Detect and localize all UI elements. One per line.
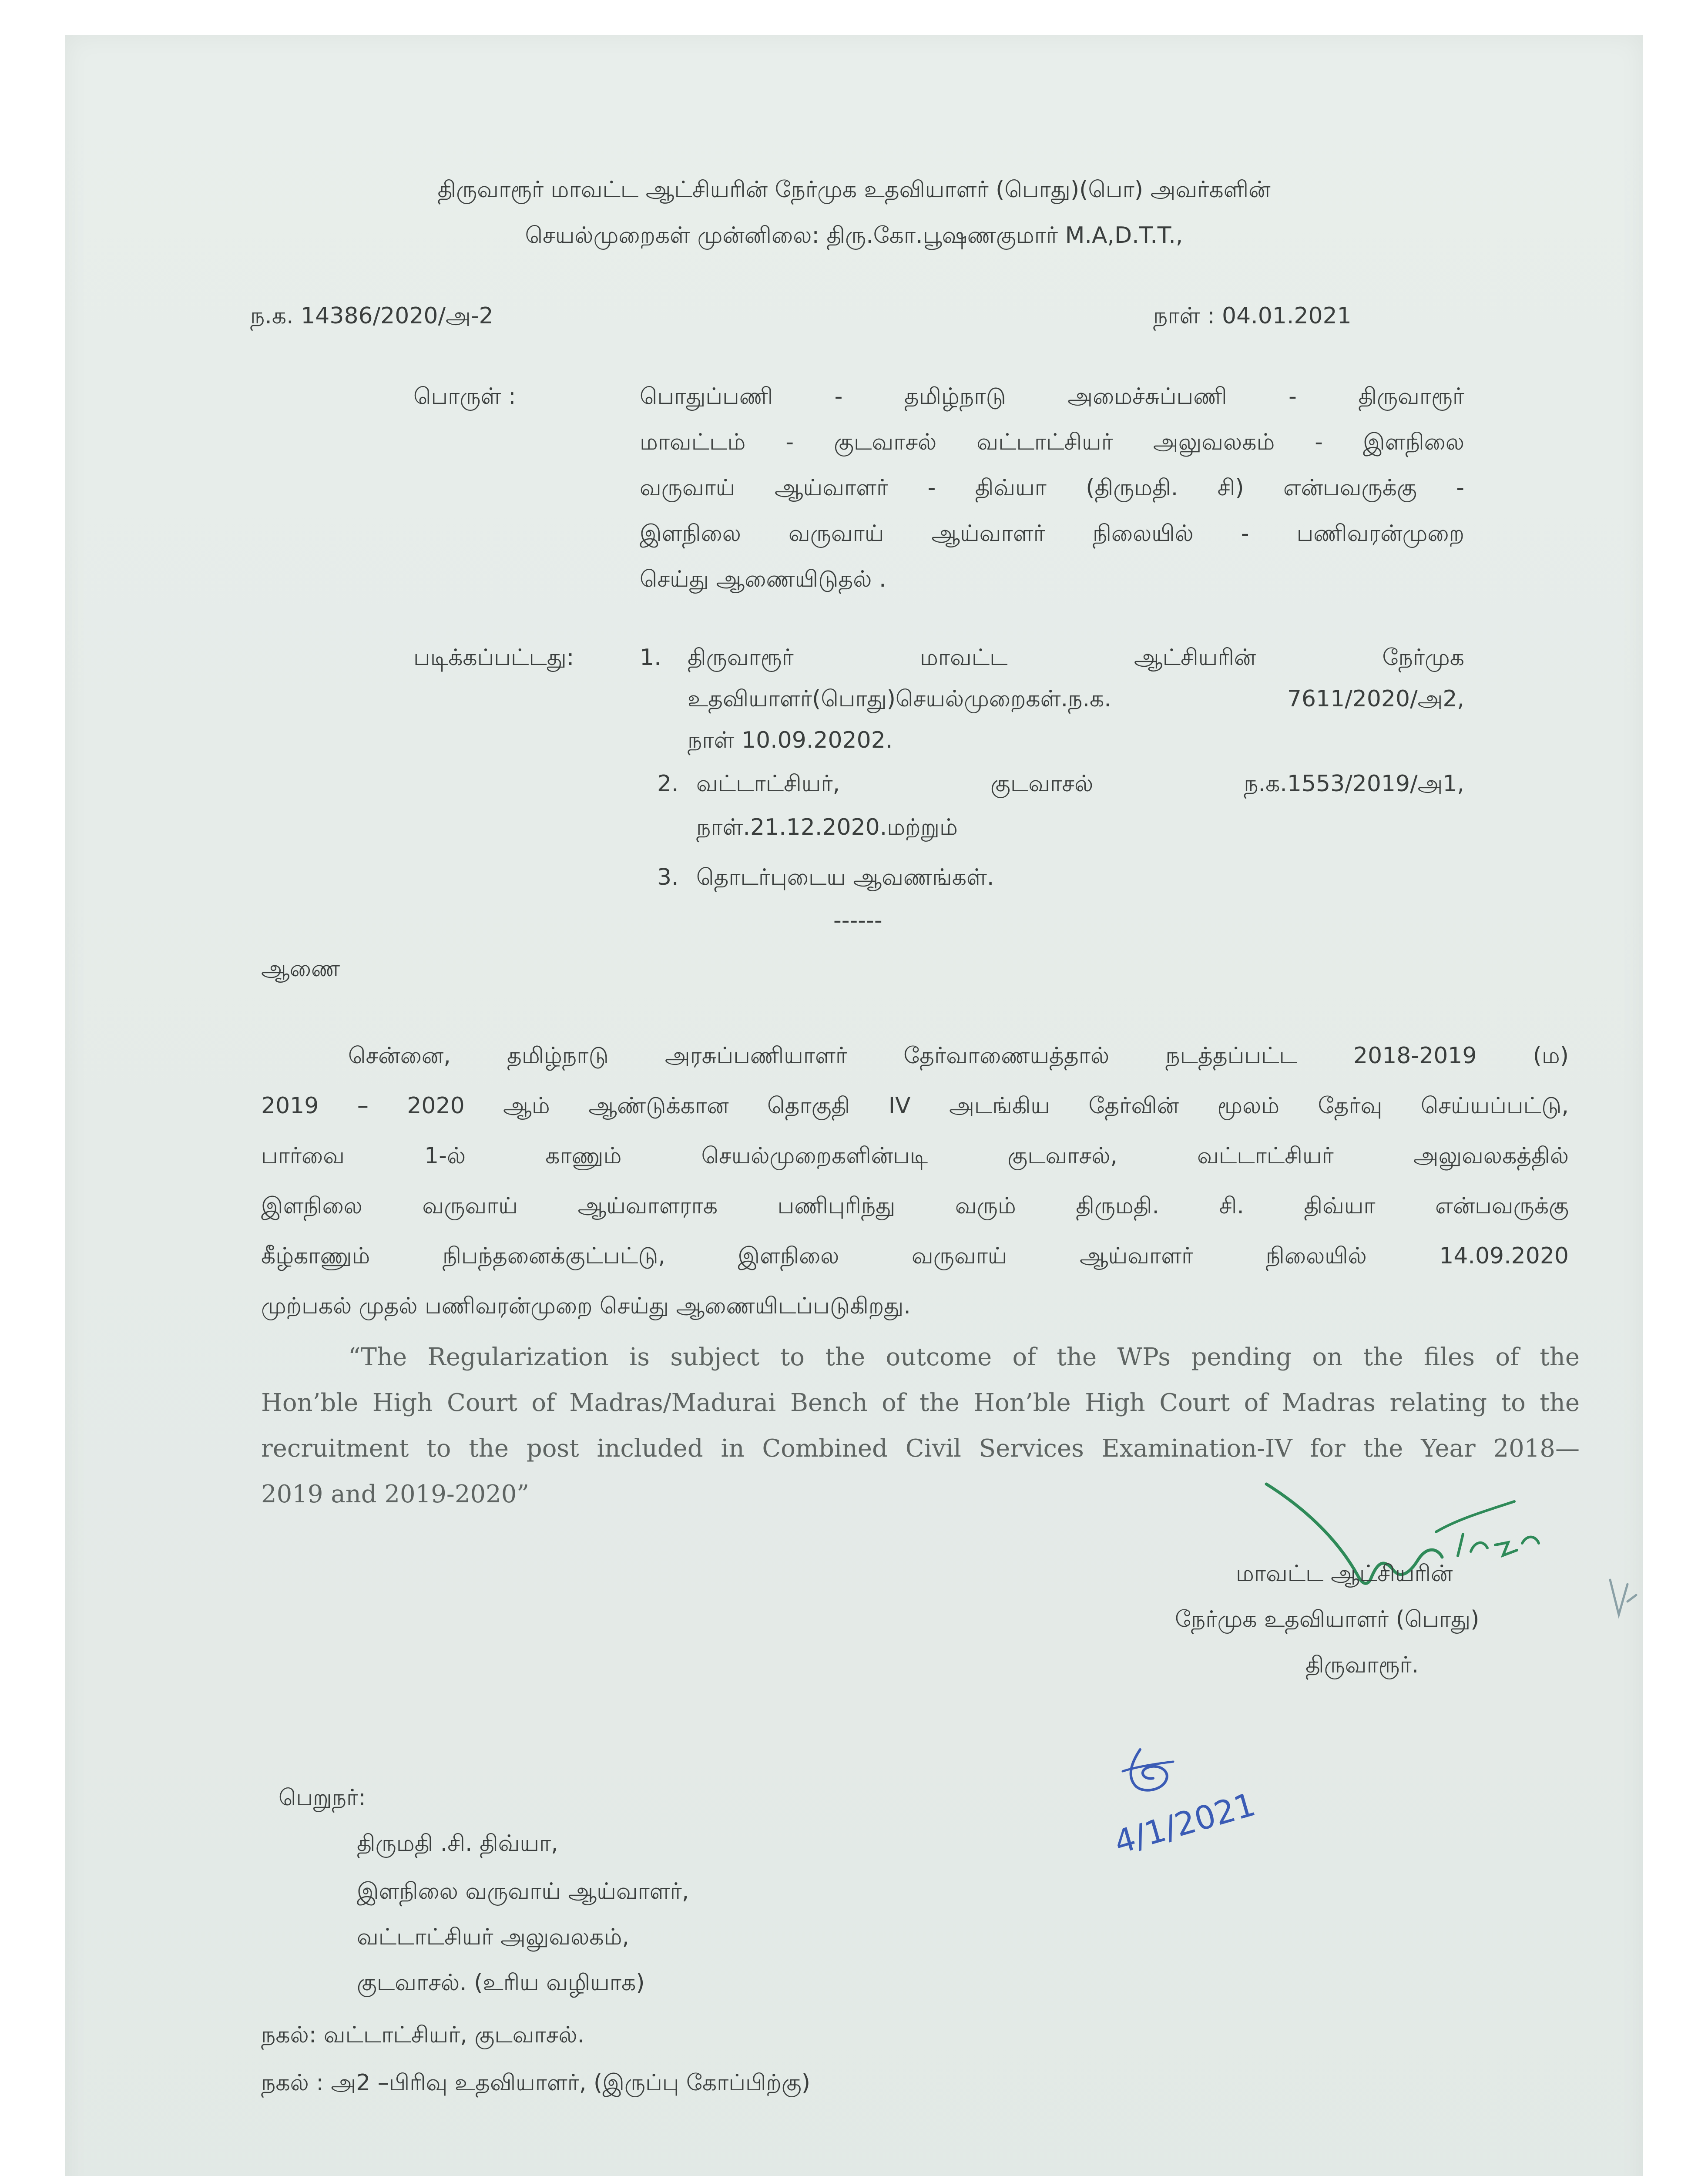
recipient-line: திருமதி .சி. திவ்யா,	[357, 1830, 558, 1857]
handwritten-date: 4/1/2021	[1110, 1786, 1260, 1862]
order-paragraph-line: 2019 – 2020 ஆம் ஆண்டுக்கான தொகுதி IV அடங்கிய தேர்வின் மூலம் தேர்வு செய்யப்பட்டு,	[261, 1093, 1569, 1119]
subject-line: மாவட்டம் - குடவாசல் வட்டாட்சியர் அலுவலகம் - இளநிலை	[640, 429, 1464, 455]
reference-date: நாள் : 04.01.2021	[1153, 303, 1352, 329]
reference-number: ந.க. 14386/2020/அ-2	[250, 303, 493, 329]
header-line-1: திருவாரூர் மாவட்ட ஆட்சியரின் நேர்முக உதவியாளர் (பொது)(பொ) அவர்களின்	[437, 177, 1271, 203]
subject-line: செய்து ஆணையிடுதல் .	[640, 566, 886, 592]
subject-line: வருவாய் ஆய்வாளர் - திவ்யா (திருமதி. சி) என்பவருக்கு -	[640, 475, 1464, 501]
order-paragraph-line: சென்னை, தமிழ்நாடு அரசுப்பணியாளர் தேர்வாணையத்தால் நடத்தப்பட்ட 2018-2019 (ம)	[348, 1043, 1569, 1069]
recipient-line: வட்டாட்சியர் அலுவலகம்,	[357, 1924, 630, 1950]
order-paragraph-line: இளநிலை வருவாய் ஆய்வாளராக பணிபுரிந்து வரும் திருமதி. சி. திவ்யா என்பவருக்கு	[261, 1193, 1569, 1219]
read-item-number: 1.	[640, 645, 661, 671]
subject-label: பொருள் :	[413, 383, 516, 410]
read-item-line: தொடர்புடைய ஆவணங்கள்.	[696, 864, 994, 890]
read-item-line: திருவாரூர் மாவட்ட ஆட்சியரின் நேர்முக	[688, 645, 1464, 671]
read-item-line: நாள் 10.09.20202.	[688, 727, 893, 753]
signatory-line: மாவட்ட ஆட்சியரின்	[1236, 1561, 1453, 1587]
order-paragraph-line: முற்பகல் முதல் பணிவரன்முறை செய்து ஆணையிடப்படுகிறது.	[261, 1293, 911, 1319]
margin-pen-mark	[1606, 1575, 1641, 1628]
read-item-line: வட்டாட்சியர், குடவாசல் ந.க.1553/2019/அ1,	[696, 771, 1464, 797]
separator-dashes: ------	[833, 907, 883, 934]
initials-signature	[1097, 1736, 1279, 1893]
recipient-line: குடவாசல். (உரிய வழியாக)	[357, 1970, 645, 1996]
order-heading: ஆணை	[261, 956, 340, 982]
condition-line: Hon’ble High Court of Madras/Madurai Bench of the Hon’ble High Court of Madras relating to the	[261, 1389, 1580, 1417]
read-item-line: உதவியாளர்(பொது)செயல்முறைகள்.ந.க. 7611/2020/அ2,	[688, 686, 1464, 712]
order-paragraph-line: கீழ்காணும் நிபந்தனைக்குட்பட்டு, இளநிலை வருவாய் ஆய்வாளர் நிலையில் 14.09.2020	[261, 1243, 1569, 1269]
copy-line: நகல்: வட்டாட்சியர், குடவாசல்.	[261, 2022, 585, 2048]
signatory-line: திருவாரூர்.	[1305, 1652, 1419, 1678]
recipient-line: இளநிலை வருவாய் ஆய்வாளர்,	[357, 1878, 689, 1904]
subject-line: பொதுப்பணி - தமிழ்நாடு அமைச்சுப்பணி - திருவாரூர்	[640, 383, 1464, 410]
signatory-line: நேர்முக உதவியாளர் (பொது)	[1175, 1606, 1480, 1632]
copy-line: நகல் : அ2 –பிரிவு உதவியாளர், (இருப்பு கோப்பிற்கு)	[261, 2070, 811, 2096]
condition-line: recruitment to the post included in Combined Civil Services Examination-IV for the Year 2018—	[261, 1434, 1580, 1463]
condition-line: “The Regularization is subject to the outcome of the WPs pending on the files of the	[348, 1343, 1580, 1371]
order-paragraph-line: பார்வை 1-ல் காணும் செயல்முறைகளின்படி குடவாசல், வட்டாட்சியர் அலுவலகத்தில்	[261, 1143, 1569, 1169]
read-item-line: நாள்.21.12.2020.மற்றும்	[696, 814, 958, 840]
read-item-number: 3.	[657, 864, 679, 890]
header-line-2: செயல்முறைகள் முன்னிலை: திரு.கோ.பூஷணகுமார் M.A,D.T.T.,	[525, 222, 1183, 248]
read-item-number: 2.	[657, 771, 679, 797]
subject-line: இளநிலை வருவாய் ஆய்வாளர் நிலையில் - பணிவரன்முறை	[640, 520, 1464, 547]
read-label: படிக்கப்பட்டது:	[413, 645, 574, 671]
recipient-label: பெறுநர்:	[279, 1785, 366, 1811]
condition-line: 2019 and 2019-2020”	[261, 1480, 529, 1508]
